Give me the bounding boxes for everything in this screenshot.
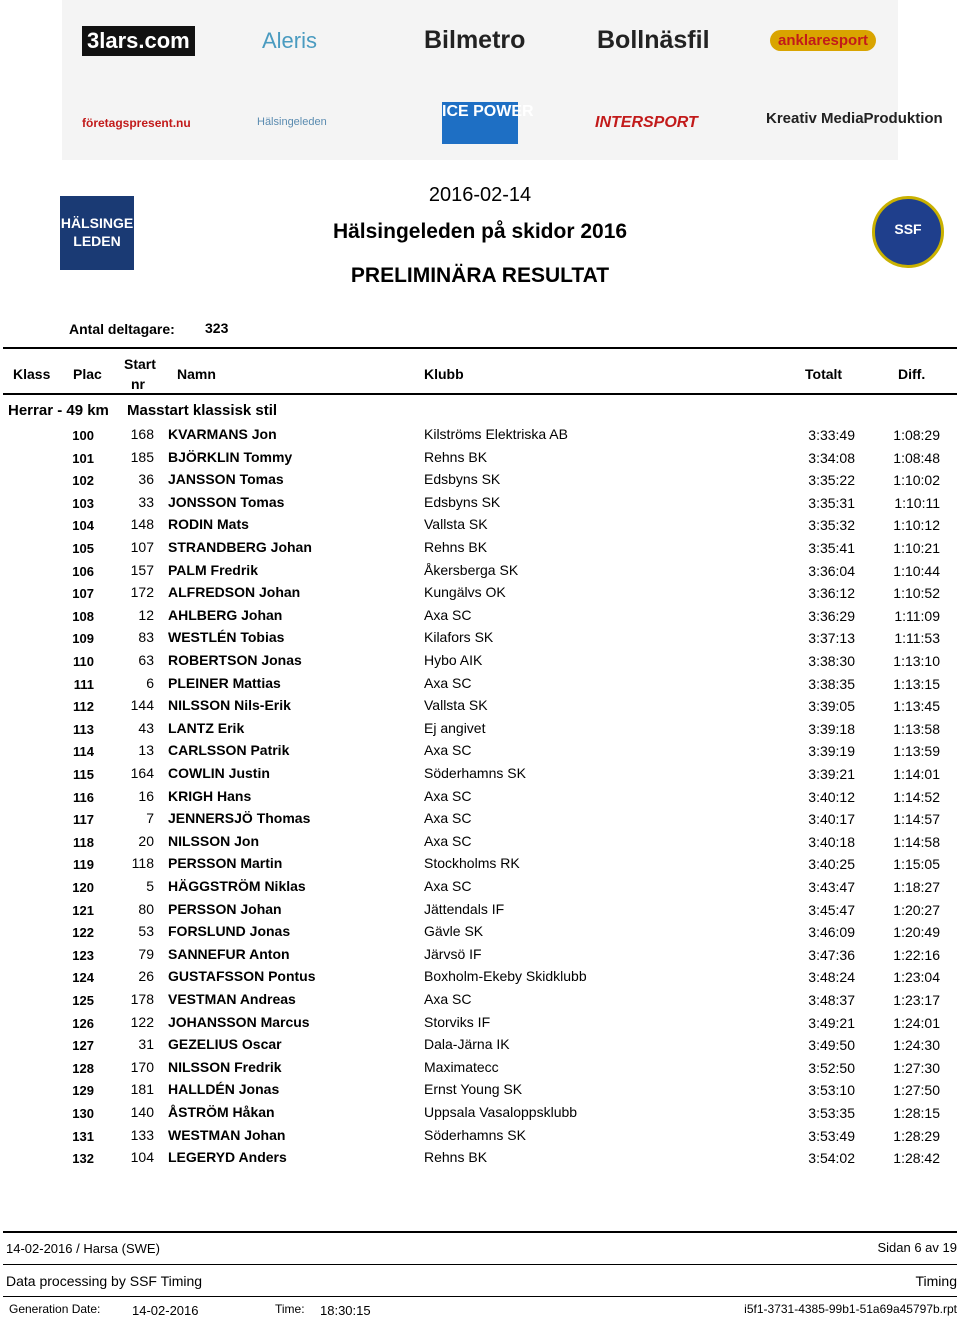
place-cell: 128 xyxy=(72,1060,94,1076)
diff-cell: 1:11:09 xyxy=(894,607,940,624)
footer-time-value: 18:30:15 xyxy=(320,1303,371,1318)
footer-time-label: Time: xyxy=(275,1302,305,1316)
club-cell: Axa SC xyxy=(424,991,472,1007)
name-cell: WESTLÉN Tobias xyxy=(168,629,285,646)
start-nr-cell: 144 xyxy=(130,697,154,714)
start-nr-cell: 157 xyxy=(130,561,154,578)
total-time-cell: 3:53:35 xyxy=(808,1105,855,1121)
total-time-cell: 3:45:47 xyxy=(808,901,855,918)
diff-cell: 1:23:17 xyxy=(893,992,940,1008)
start-nr-cell: 43 xyxy=(138,719,154,736)
start-nr-cell: 185 xyxy=(130,448,154,465)
diff-cell: 1:10:21 xyxy=(893,540,940,556)
club-cell: Axa SC xyxy=(424,787,472,804)
name-cell: PALM Fredrik xyxy=(168,561,258,578)
diff-cell: 1:08:29 xyxy=(893,427,940,443)
place-cell: 108 xyxy=(72,608,94,624)
result-row xyxy=(0,629,960,651)
diff-cell: 1:10:52 xyxy=(893,585,940,602)
diff-cell: 1:27:30 xyxy=(893,1059,940,1076)
start-nr-cell: 12 xyxy=(138,606,154,623)
start-nr-cell: 178 xyxy=(130,991,154,1007)
diff-cell: 1:22:16 xyxy=(893,946,940,963)
total-time-cell: 3:46:09 xyxy=(808,924,855,941)
result-row xyxy=(0,1104,960,1126)
total-time-cell: 3:47:36 xyxy=(808,946,855,963)
total-time-cell: 3:53:10 xyxy=(808,1082,855,1099)
club-cell: Kungälvs OK xyxy=(424,584,506,601)
start-nr-cell: 172 xyxy=(130,584,154,601)
diff-cell: 1:15:05 xyxy=(893,856,940,873)
name-cell: JANSSON Tomas xyxy=(168,471,284,488)
name-cell: HÄGGSTRÖM Niklas xyxy=(168,878,306,894)
club-cell: Järvsö IF xyxy=(424,945,482,962)
club-cell: Edsbyns SK xyxy=(424,471,501,488)
club-cell: Axa SC xyxy=(424,606,472,623)
total-time-cell: 3:40:12 xyxy=(808,788,855,805)
sponsor-logo: Aleris xyxy=(262,28,318,53)
club-cell: Kilströms Elektriska AB xyxy=(424,426,568,442)
sponsor-logo: ICE POWER xyxy=(442,102,518,144)
name-cell: COWLIN Justin xyxy=(168,765,270,781)
start-nr-cell: 118 xyxy=(131,855,154,872)
section-name: Masstart klassisk stil xyxy=(127,402,278,419)
total-time-cell: 3:34:08 xyxy=(808,449,855,466)
total-time-cell: 3:40:17 xyxy=(808,811,855,828)
total-time-cell: 3:35:41 xyxy=(808,540,855,556)
start-nr-cell: 122 xyxy=(130,1013,154,1030)
start-nr-cell: 13 xyxy=(138,742,154,759)
place-cell: 127 xyxy=(72,1038,94,1054)
sponsor-logo: Kreativ MediaProduktion xyxy=(766,110,943,127)
start-nr-cell: 168 xyxy=(130,426,154,442)
place-cell: 109 xyxy=(72,631,94,647)
result-row xyxy=(0,607,960,629)
halsingeleden-logo: HÄLSINGE LEDEN xyxy=(60,196,134,270)
diff-cell: 1:20:27 xyxy=(893,901,940,918)
place-cell: 115 xyxy=(73,767,94,782)
result-row xyxy=(0,901,960,923)
total-time-cell: 3:43:47 xyxy=(808,879,855,895)
club-cell: Åkersberga SK xyxy=(424,561,519,578)
club-cell: Uppsala Vasaloppsklubb xyxy=(424,1104,578,1120)
place-cell: 104 xyxy=(72,518,94,534)
total-time-cell: 3:38:35 xyxy=(808,675,855,692)
name-cell: RODIN Mats xyxy=(168,516,249,533)
diff-cell: 1:13:15 xyxy=(893,675,940,692)
start-nr-cell: 133 xyxy=(130,1126,154,1143)
diff-cell: 1:14:57 xyxy=(893,811,940,828)
name-cell: LANTZ Erik xyxy=(168,719,245,736)
club-cell: Kilafors SK xyxy=(424,629,494,646)
start-nr-cell: 5 xyxy=(146,878,154,894)
sponsor-logo: Bilmetro xyxy=(424,26,526,54)
event-title: Hälsingeleden på skidor 2016 xyxy=(332,220,628,243)
ssf-logo: SSF xyxy=(872,196,944,268)
place-cell: 103 xyxy=(72,495,94,511)
diff-cell: 1:13:59 xyxy=(893,743,940,760)
place-cell: 106 xyxy=(72,563,94,579)
start-nr-cell: 26 xyxy=(138,968,154,985)
total-time-cell: 3:39:19 xyxy=(808,743,855,760)
result-row xyxy=(0,675,960,697)
footer-rule-3 xyxy=(3,1296,957,1297)
place-cell: 130 xyxy=(72,1106,94,1121)
name-cell: LEGERYD Anders xyxy=(168,1149,287,1166)
diff-cell: 1:23:04 xyxy=(893,969,940,986)
footer-file: i5f1-3731-4385-99b1-51a69a45797b.rpt xyxy=(744,1302,957,1316)
footer-rule xyxy=(3,1231,957,1233)
place-cell: 123 xyxy=(72,947,94,963)
total-time-cell: 3:33:49 xyxy=(808,427,855,443)
place-cell: 101 xyxy=(72,450,94,466)
start-nr-cell: 31 xyxy=(138,1036,154,1053)
result-row xyxy=(0,855,960,877)
place-cell: 112 xyxy=(73,699,94,715)
col-klubb: Klubb xyxy=(424,366,464,382)
result-row xyxy=(0,1059,960,1081)
participants-value: 323 xyxy=(205,320,229,336)
name-cell: NILSSON Nils-Erik xyxy=(168,697,291,714)
start-nr-cell: 148 xyxy=(130,516,154,533)
name-cell: STRANDBERG Johan xyxy=(168,539,312,555)
name-cell: SANNEFUR Anton xyxy=(168,945,290,962)
place-cell: 118 xyxy=(73,834,94,850)
total-time-cell: 3:39:05 xyxy=(808,698,855,715)
total-time-cell: 3:40:18 xyxy=(808,833,855,850)
col-start: Start xyxy=(124,356,156,372)
club-cell: Axa SC xyxy=(424,674,472,691)
total-time-cell: 3:37:13 xyxy=(808,630,855,647)
diff-cell: 1:24:30 xyxy=(893,1037,940,1054)
result-row xyxy=(0,539,960,561)
result-row xyxy=(0,584,960,606)
club-cell: Axa SC xyxy=(424,878,472,894)
sponsor-logo: företagspresent.nu xyxy=(82,116,191,130)
result-row xyxy=(0,991,960,1013)
result-row xyxy=(0,1036,960,1058)
place-cell: 116 xyxy=(73,789,94,805)
total-time-cell: 3:49:21 xyxy=(808,1014,855,1031)
result-row xyxy=(0,562,960,584)
club-cell: Rehns BK xyxy=(424,448,488,465)
name-cell: WESTMAN Johan xyxy=(168,1126,286,1143)
diff-cell: 1:28:29 xyxy=(893,1127,940,1144)
name-cell: ÅSTRÖM Håkan xyxy=(168,1104,275,1120)
place-cell: 117 xyxy=(73,812,94,828)
club-cell: Axa SC xyxy=(424,742,472,759)
place-cell: 122 xyxy=(72,925,94,941)
start-nr-cell: 79 xyxy=(138,945,154,962)
header-rule-bottom xyxy=(3,393,957,395)
result-row xyxy=(0,1014,960,1036)
diff-cell: 1:10:11 xyxy=(894,494,940,511)
result-row xyxy=(0,652,960,674)
result-row xyxy=(0,449,960,471)
footer-timing: Timing xyxy=(915,1273,957,1289)
total-time-cell: 3:52:50 xyxy=(808,1059,855,1076)
club-cell: Edsbyns SK xyxy=(424,493,501,510)
result-row xyxy=(0,788,960,810)
start-nr-cell: 53 xyxy=(138,923,154,940)
result-row xyxy=(0,471,960,493)
club-cell: Jättendals IF xyxy=(424,900,505,917)
name-cell: KRIGH Hans xyxy=(168,787,252,804)
name-cell: NILSSON Fredrik xyxy=(168,1058,282,1075)
place-cell: 120 xyxy=(72,880,94,895)
diff-cell: 1:20:49 xyxy=(893,924,940,941)
place-cell: 129 xyxy=(72,1083,94,1099)
diff-cell: 1:18:27 xyxy=(893,879,940,895)
total-time-cell: 3:40:25 xyxy=(808,856,855,873)
footer-rule-2 xyxy=(3,1264,957,1265)
participants-label: Antal deltagare: xyxy=(69,321,175,337)
diff-cell: 1:11:53 xyxy=(894,630,940,647)
club-cell: Axa SC xyxy=(424,832,472,849)
total-time-cell: 3:53:49 xyxy=(808,1127,855,1144)
club-cell: Hybo AIK xyxy=(424,652,483,668)
name-cell: CARLSSON Patrik xyxy=(168,742,290,759)
result-row xyxy=(0,765,960,787)
place-cell: 125 xyxy=(72,993,94,1008)
club-cell: Ernst Young SK xyxy=(424,1081,523,1098)
col-totalt: Totalt xyxy=(805,366,843,382)
result-row xyxy=(0,516,960,538)
name-cell: KVARMANS Jon xyxy=(168,426,277,442)
sponsor-logo: Bollnäsfil xyxy=(597,26,710,54)
total-time-cell: 3:48:24 xyxy=(808,969,855,986)
diff-cell: 1:10:02 xyxy=(893,472,940,489)
col-klass: Klass xyxy=(13,366,51,382)
col-plac: Plac xyxy=(73,366,102,382)
result-row xyxy=(0,946,960,968)
total-time-cell: 3:48:37 xyxy=(808,992,855,1008)
name-cell: JOHANSSON Marcus xyxy=(168,1013,310,1030)
start-nr-cell: 36 xyxy=(138,471,154,488)
name-cell: JENNERSJÖ Thomas xyxy=(168,810,311,827)
total-time-cell: 3:39:21 xyxy=(808,766,855,782)
club-cell: Rehns BK xyxy=(424,539,488,555)
total-time-cell: 3:36:12 xyxy=(808,585,855,602)
diff-cell: 1:10:44 xyxy=(893,562,940,579)
diff-cell: 1:28:15 xyxy=(893,1105,940,1121)
club-cell: Ej angivet xyxy=(424,719,486,736)
place-cell: 110 xyxy=(73,654,94,669)
total-time-cell: 3:35:31 xyxy=(808,494,855,511)
name-cell: PERSSON Martin xyxy=(168,855,283,872)
name-cell: BJÖRKLIN Tommy xyxy=(168,448,293,465)
footer-gen-label: Generation Date: xyxy=(9,1302,101,1316)
total-time-cell: 3:36:04 xyxy=(808,562,855,579)
result-row xyxy=(0,742,960,764)
diff-cell: 1:14:58 xyxy=(893,833,940,850)
diff-cell: 1:13:58 xyxy=(893,720,940,737)
place-cell: 111 xyxy=(73,676,94,692)
name-cell: FORSLUND Jonas xyxy=(168,923,291,940)
total-time-cell: 3:38:30 xyxy=(808,653,855,669)
start-nr-cell: 7 xyxy=(146,810,154,827)
name-cell: ROBERTSON Jonas xyxy=(168,652,302,668)
results-title: PRELIMINÄRA RESULTAT xyxy=(350,264,610,287)
club-cell: Dala-Järna IK xyxy=(424,1036,510,1053)
result-row xyxy=(0,494,960,516)
start-nr-cell: 6 xyxy=(146,674,154,691)
club-cell: Vallsta SK xyxy=(424,516,488,533)
club-cell: Gävle SK xyxy=(424,923,484,940)
place-cell: 121 xyxy=(72,902,94,918)
name-cell: ALFREDSON Johan xyxy=(168,584,301,601)
start-nr-cell: 107 xyxy=(130,539,154,555)
place-cell: 105 xyxy=(72,541,94,556)
result-row xyxy=(0,720,960,742)
place-cell: 126 xyxy=(72,1015,94,1031)
total-time-cell: 3:36:29 xyxy=(808,607,855,624)
name-cell: VESTMAN Andreas xyxy=(168,991,296,1007)
club-cell: Stockholms RK xyxy=(424,855,520,872)
diff-cell: 1:10:12 xyxy=(893,517,940,534)
total-time-cell: 3:35:22 xyxy=(808,472,855,489)
start-nr-cell: 170 xyxy=(130,1058,154,1075)
club-cell: Söderhamns SK xyxy=(424,1126,526,1143)
club-cell: Axa SC xyxy=(424,810,472,827)
start-nr-cell: 164 xyxy=(130,765,154,781)
diff-cell: 1:13:10 xyxy=(893,653,940,669)
diff-cell: 1:27:50 xyxy=(893,1082,940,1099)
name-cell: NILSSON Jon xyxy=(168,832,260,849)
diff-cell: 1:14:52 xyxy=(893,788,940,805)
result-row xyxy=(0,697,960,719)
result-row xyxy=(0,426,960,448)
result-row xyxy=(0,833,960,855)
result-row xyxy=(0,1149,960,1171)
total-time-cell: 3:39:18 xyxy=(808,720,855,737)
total-time-cell: 3:35:32 xyxy=(808,517,855,534)
result-row xyxy=(0,1127,960,1149)
name-cell: JONSSON Tomas xyxy=(168,493,285,510)
start-nr-cell: 33 xyxy=(138,493,154,510)
start-nr-cell: 140 xyxy=(130,1104,154,1120)
name-cell: HALLDÉN Jonas xyxy=(168,1081,280,1098)
start-nr-cell: 16 xyxy=(138,787,154,804)
start-nr-cell: 80 xyxy=(138,900,154,917)
col-nr: nr xyxy=(131,376,145,392)
result-row xyxy=(0,810,960,832)
place-cell: 107 xyxy=(72,586,94,602)
club-cell: Boxholm-Ekeby Skidklubb xyxy=(424,968,587,985)
result-row xyxy=(0,923,960,945)
result-row xyxy=(0,1081,960,1103)
place-cell: 114 xyxy=(73,744,94,760)
place-cell: 102 xyxy=(72,473,94,489)
diff-cell: 1:13:45 xyxy=(893,698,940,715)
event-date: 2016-02-14 xyxy=(428,184,532,206)
club-cell: Vallsta SK xyxy=(424,697,488,714)
section-class: Herrar - 49 km xyxy=(8,402,109,419)
start-nr-cell: 104 xyxy=(130,1149,154,1166)
club-cell: Storviks IF xyxy=(424,1013,491,1030)
footer-page: Sidan 6 av 19 xyxy=(877,1240,957,1255)
col-diff: Diff. xyxy=(898,366,926,382)
place-cell: 100 xyxy=(72,428,94,443)
diff-cell: 1:08:48 xyxy=(893,449,940,466)
start-nr-cell: 63 xyxy=(138,652,154,668)
header-rule-top xyxy=(3,347,957,349)
start-nr-cell: 83 xyxy=(138,629,154,646)
place-cell: 132 xyxy=(72,1151,94,1167)
name-cell: PERSSON Johan xyxy=(168,900,282,917)
place-cell: 113 xyxy=(73,721,94,737)
sponsor-banner xyxy=(62,0,943,160)
name-cell: GEZELIUS Oscar xyxy=(168,1036,282,1053)
result-row xyxy=(0,878,960,900)
col-namn: Namn xyxy=(177,366,216,382)
footer-processing: Data processing by SSF Timing xyxy=(6,1273,203,1289)
diff-cell: 1:24:01 xyxy=(893,1014,940,1031)
place-cell: 131 xyxy=(72,1128,94,1144)
club-cell: Söderhamns SK xyxy=(424,765,526,781)
place-cell: 119 xyxy=(73,857,94,873)
footer-date-place: 14-02-2016 / Harsa (SWE) xyxy=(6,1241,160,1256)
sponsor-logo: 3lars.com xyxy=(82,26,195,56)
club-cell: Rehns BK xyxy=(424,1149,488,1166)
sponsor-logo: INTERSPORT xyxy=(595,114,698,131)
diff-cell: 1:28:42 xyxy=(893,1150,940,1167)
sponsor-logo: Hälsingeleden xyxy=(257,116,327,128)
footer-gen-date: 14-02-2016 xyxy=(132,1303,199,1318)
start-nr-cell: 181 xyxy=(130,1081,154,1098)
sponsor-logo: anklaresport xyxy=(770,30,876,51)
name-cell: PLEINER Mattias xyxy=(168,674,281,691)
diff-cell: 1:14:01 xyxy=(893,766,940,782)
name-cell: AHLBERG Johan xyxy=(168,606,283,623)
start-nr-cell: 20 xyxy=(138,832,154,849)
name-cell: GUSTAFSSON Pontus xyxy=(168,968,316,985)
place-cell: 124 xyxy=(72,970,94,986)
result-row xyxy=(0,968,960,990)
total-time-cell: 3:49:50 xyxy=(808,1037,855,1054)
club-cell: Maximatecc xyxy=(424,1058,499,1075)
total-time-cell: 3:54:02 xyxy=(808,1150,855,1167)
